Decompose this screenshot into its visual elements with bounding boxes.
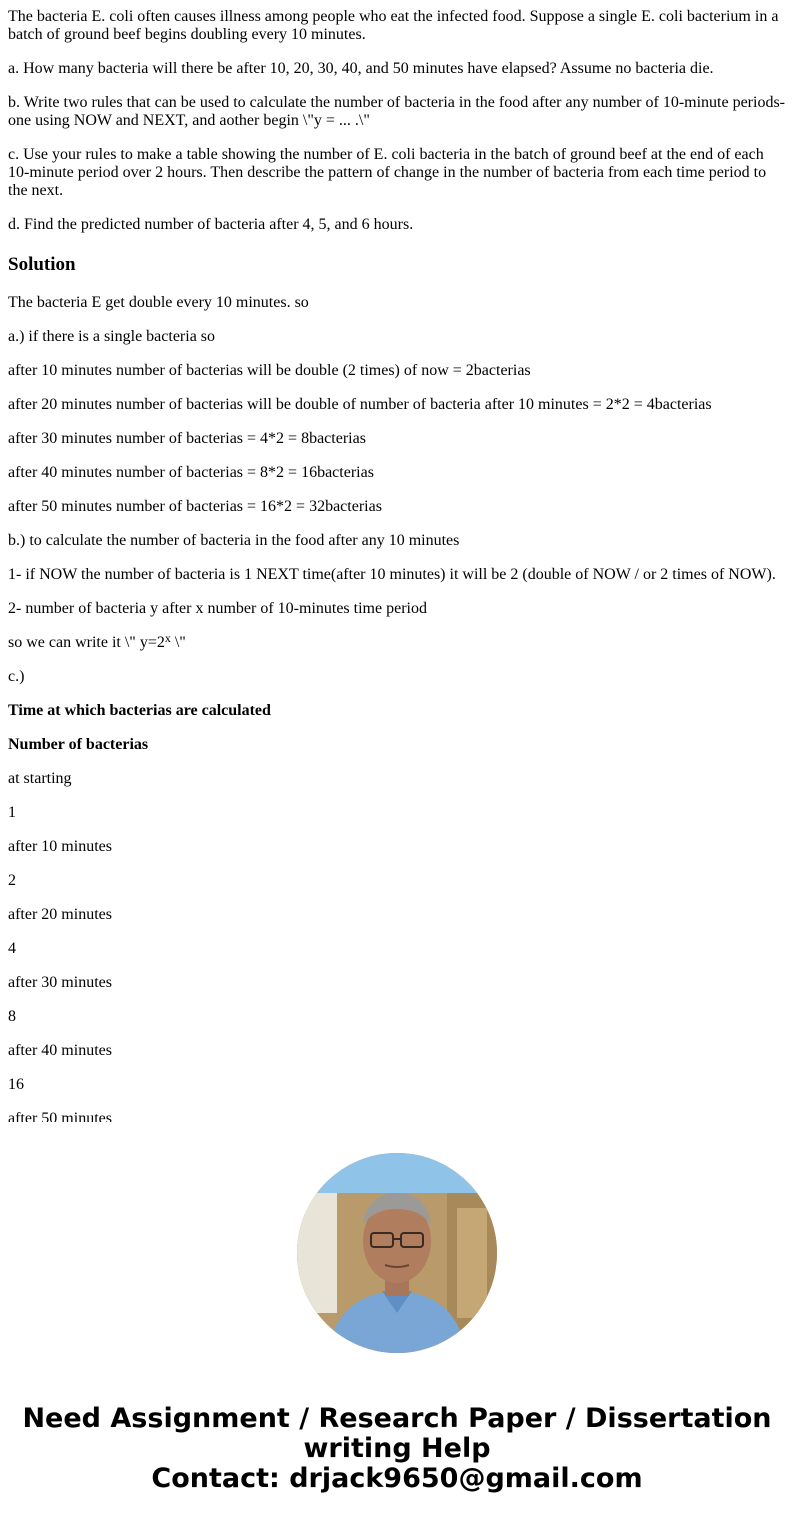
table-cell-count: 4	[8, 940, 16, 957]
question-intro: The bacteria E. coli often causes illness among people who eat the infected food. Suppose a single E. coli bacterium in a batch of ground beef begins doubling every 10 minutes.	[8, 8, 779, 43]
table-cell-time: after 10 minutes	[8, 838, 112, 855]
table-cell-count: 1	[8, 804, 16, 821]
question-part-a: a. How many bacteria will there be after 10, 20, 30, 40, and 50 minutes have elapsed? Assume no bacteria die.	[8, 60, 714, 77]
solution-line: 1- if NOW the number of bacteria is 1 NEXT time(after 10 minutes) it will be 2 (double of NOW / or 2 times of NOW).	[8, 566, 776, 583]
promo-banner	[0, 1404, 794, 1494]
solution-line: after 40 minutes number of bacterias = 8*2 = 16bacterias	[8, 464, 374, 481]
solution-line: 2- number of bacteria y after x number of 10-minutes time period	[8, 600, 427, 617]
solution-line: after 50 minutes number of bacterias = 16*2 = 32bacterias	[8, 498, 382, 515]
question-part-b: b. Write two rules that can be used to calculate the number of bacteria in the food after any number of 10-minute periods- one using NOW and NEXT, and aother begin \"y = ... .\"	[8, 94, 786, 129]
table-cell-time: after 20 minutes	[8, 906, 112, 923]
formula-suffix: \"	[170, 634, 186, 651]
promo-contact: Contact: drjack9650@gmail.com	[151, 1463, 643, 1494]
document-content	[8, 0, 786, 1122]
solution-line: after 20 minutes number of bacterias will be double of number of bacteria after 10 minutes = 2*2 = 4bacterias	[8, 396, 712, 413]
table-cell-time: after 40 minutes	[8, 1042, 112, 1059]
tutor-portrait-image	[297, 1153, 497, 1353]
question-part-d: d. Find the predicted number of bacteria after 4, 5, and 6 hours.	[8, 216, 414, 233]
solution-line: The bacteria E get double every 10 minutes. so	[8, 294, 309, 311]
table-cell-time: after 50 minutes	[8, 1110, 112, 1122]
solution-line: a.) if there is a single bacteria so	[8, 328, 216, 345]
solution-line: after 10 minutes number of bacterias will be double (2 times) of now = 2bacterias	[8, 362, 531, 379]
table-header-time: Time at which bacterias are calculated	[8, 702, 271, 719]
solution-line: b.) to calculate the number of bacteria in the food after any 10 minutes	[8, 532, 460, 549]
promo-line: writing Help	[303, 1433, 491, 1464]
tutor-photo	[297, 1153, 497, 1353]
solution-heading: Solution	[8, 254, 76, 275]
question-part-c: c. Use your rules to make a table showing the number of E. coli bacteria in the batch of ground beef at the end of each 10-minute period over 2 hours. Then describe the pattern of change in the number of bacteria from each time period to the next.	[8, 146, 767, 199]
table-cell-time: at starting	[8, 770, 72, 787]
formula-prefix: so we can write it \" y=2	[8, 634, 165, 651]
table-cell-count: 2	[8, 872, 16, 889]
table-header-count: Number of bacterias	[8, 736, 149, 753]
table-cell-time: after 30 minutes	[8, 974, 112, 991]
table-cell-count: 8	[8, 1008, 16, 1025]
table-cell-count: 16	[8, 1076, 24, 1093]
formula-exponent: x	[164, 631, 171, 645]
solution-line: after 30 minutes number of bacterias = 4*2 = 8bacterias	[8, 430, 366, 447]
part-c-label: c.)	[8, 668, 25, 685]
promo-line: Need Assignment / Research Paper / Dissertation	[22, 1403, 772, 1434]
formula-line	[8, 631, 786, 652]
